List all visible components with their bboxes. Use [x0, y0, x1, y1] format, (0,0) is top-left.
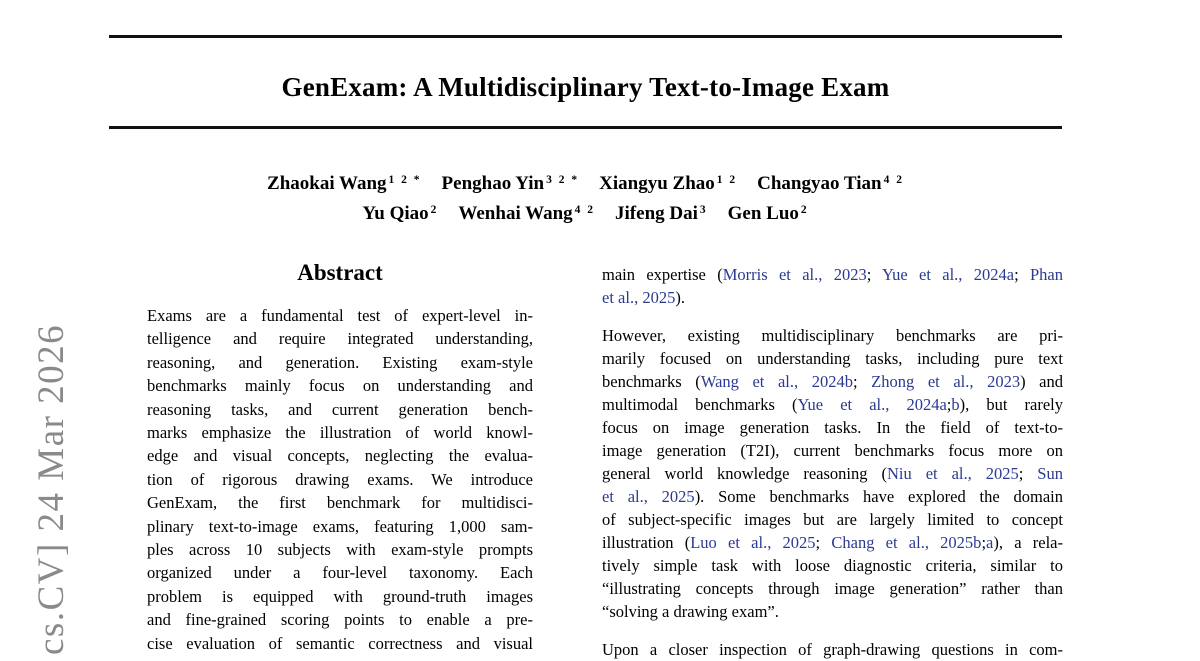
text-line	[602, 263, 1063, 286]
text-line	[602, 416, 1063, 439]
text-segment: image generation (T2I), current benchmarks focus more on	[602, 441, 1063, 460]
abstract-line: edge and visual concepts, neglecting the evalua-	[147, 446, 533, 466]
abstract-line: GenExam, the first benchmark for multidisci-	[147, 493, 533, 513]
text-segment: Upon a closer inspection of graph-drawing questions in com-	[602, 640, 1063, 659]
citation-link[interactable]: a	[986, 533, 994, 552]
abstract-line: and fine-grained scoring points to enable a pre-	[147, 610, 533, 630]
text-line	[602, 439, 1063, 462]
text-segment: ), but rarely	[959, 395, 1063, 414]
author-name: Changyao Tian $^{4 2}$	[757, 173, 904, 194]
citation-link[interactable]: Sun	[1037, 464, 1063, 483]
citation-link[interactable]: Phan	[1030, 265, 1063, 284]
text-line	[602, 393, 1063, 416]
citation-link[interactable]: Zhong et al., 2023	[871, 372, 1021, 391]
text-segment: ).	[675, 288, 685, 307]
author-affiliation-sup: 3	[699, 204, 708, 216]
title-rule-top	[109, 35, 1062, 38]
citation-link[interactable]: Luo et al., 2025	[690, 533, 816, 552]
abstract-line: organized under a four-level taxonomy. Each	[147, 563, 533, 583]
text-line	[602, 347, 1063, 370]
text-line	[602, 508, 1063, 531]
text-segment: ;	[981, 533, 987, 552]
text-line	[602, 286, 1063, 309]
author-name: Wenhai Wang $^{4 2}$	[458, 203, 596, 224]
text-segment: ;	[946, 395, 952, 414]
author-name: Penghao Yin $^{3 2 *}$	[441, 173, 580, 194]
citation-link[interactable]: Wang et al., 2024b	[700, 372, 853, 391]
paragraph	[602, 324, 1063, 623]
abstract-body	[147, 304, 533, 655]
citation-link[interactable]: et al., 2025	[602, 288, 676, 307]
abstract-line: telligence and require integrated understanding,	[147, 329, 533, 349]
author-name: Jifeng Dai $^3$	[615, 203, 708, 224]
text-segment: tively simple task with loose diagnostic criteria, similar to	[602, 556, 1063, 575]
text-segment: ;	[852, 372, 872, 391]
text-segment: marily focused on understanding tasks, including pure text	[602, 349, 1063, 368]
abstract-line: benchmarks mainly focus on understanding and	[147, 376, 533, 396]
text-segment: focus on image generation tasks. In the field of text-to-	[602, 418, 1063, 437]
author-affiliation-sup: 2	[800, 204, 809, 216]
author-affiliation-sup: 2	[430, 204, 439, 216]
author-affiliation-sup: 4 2	[883, 174, 904, 186]
text-segment: of subject-specific images but are largely limited to concept	[602, 510, 1063, 529]
author-affiliation-sup: 3 2 *	[546, 174, 580, 186]
author-line	[109, 167, 1062, 197]
text-segment: multimodal benchmarks (	[602, 395, 798, 414]
citation-link[interactable]: et al., 2025	[602, 487, 695, 506]
author-block	[109, 167, 1062, 227]
text-line	[602, 370, 1063, 393]
author-affiliation-sup: 1 2	[716, 174, 738, 186]
citation-link[interactable]: b	[951, 395, 960, 414]
title-rule-bottom	[109, 126, 1062, 129]
arxiv-sidebar-stamp: cs.CV] 24 Mar 2026	[31, 323, 72, 655]
abstract-line: reasoning tasks, and current generation bench-	[147, 399, 533, 419]
text-segment: general world knowledge reasoning (	[602, 464, 887, 483]
text-segment: However, existing multidisciplinary benchmarks are pri-	[602, 326, 1063, 345]
author-name: Xiangyu Zhao $^{1 2}$	[599, 173, 738, 194]
left-column	[147, 260, 533, 655]
text-line	[602, 462, 1063, 485]
text-segment: main expertise (	[602, 265, 723, 284]
paragraph	[602, 638, 1063, 661]
abstract-line: tion of rigorous drawing exams. We introduce	[147, 469, 533, 489]
text-segment: ). Some benchmarks have explored the domain	[694, 487, 1063, 506]
author-affiliation-sup: 1 2 *	[388, 174, 422, 186]
text-line	[602, 577, 1063, 600]
author-name: Gen Luo $^2$	[727, 203, 809, 224]
abstract-line: problem is equipped with ground-truth images	[147, 586, 533, 606]
text-segment: ) and	[1020, 372, 1064, 391]
abstract-line: ples across 10 subjects with exam-style prompts	[147, 540, 533, 560]
text-segment: ;	[815, 533, 832, 552]
text-line	[602, 531, 1063, 554]
text-line	[602, 600, 1063, 623]
paper-title: GenExam: A Multidisciplinary Text-to-Image Exam	[281, 72, 890, 102]
text-line	[602, 324, 1063, 347]
author-name: Yu Qiao $^2$	[362, 203, 439, 224]
abstract-line: plinary text-to-image exams, featuring 1,000 sam-	[147, 516, 533, 536]
text-segment: ;	[1018, 464, 1038, 483]
text-line	[602, 554, 1063, 577]
text-segment: illustration (	[602, 533, 691, 552]
citation-link[interactable]: Chang et al., 2025b	[831, 533, 982, 552]
abstract-line: cise evaluation of semantic correctness and visual	[147, 633, 533, 653]
text-line	[602, 638, 1063, 661]
abstract-line: reasoning, and generation. Existing exam-style	[147, 352, 533, 372]
author-line	[109, 197, 1062, 227]
abstract-line: marks emphasize the illustration of world knowl-	[147, 423, 533, 443]
abstract-line: Exams are a fundamental test of expert-level in-	[147, 306, 533, 325]
citation-link[interactable]: Niu et al., 2025	[886, 464, 1019, 483]
paragraph	[602, 263, 1063, 309]
citation-link[interactable]: Yue et al., 2024a	[797, 395, 947, 414]
citation-link[interactable]: Yue et al., 2024a	[882, 265, 1015, 284]
text-segment: “illustrating concepts through image generation” rather than	[602, 579, 1063, 598]
text-segment: ), a rela-	[993, 533, 1063, 552]
citation-link[interactable]: Morris et al., 2023	[722, 265, 867, 284]
text-segment: benchmarks (	[602, 372, 701, 391]
author-affiliation-sup: 4 2	[574, 204, 596, 216]
abstract-heading: Abstract	[297, 260, 383, 285]
text-segment: ;	[1014, 265, 1030, 284]
right-column	[602, 263, 1063, 661]
author-name: Zhaokai Wang $^{1 2 *}$	[267, 173, 422, 194]
text-line	[602, 485, 1063, 508]
text-segment: “solving a drawing exam”.	[602, 602, 779, 621]
text-segment: ;	[866, 265, 883, 284]
